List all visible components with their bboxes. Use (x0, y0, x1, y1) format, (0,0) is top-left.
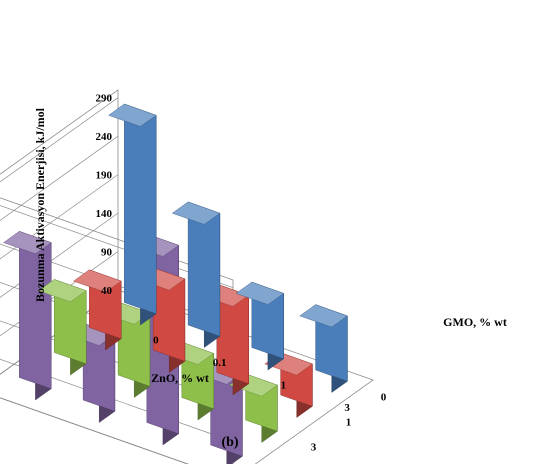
z-tick-label: 1 (345, 416, 352, 429)
bars (4, 104, 348, 464)
y-tick-label: 290 (95, 92, 112, 105)
z-tick-label: 0 (380, 391, 387, 404)
y-axis-title: Bozunma Aktivasyon Enerjisi, kJ/mol (33, 107, 47, 303)
z-axis-title: GMO, % wt (443, 315, 507, 329)
x-tick-label: 3 (344, 401, 350, 414)
x-tick-label: 1 (280, 379, 287, 392)
x-tick-label: 0.1 (212, 356, 227, 369)
z-tick-label: 3 (310, 441, 317, 454)
y-tick-label: 40 (101, 285, 112, 297)
bar-front-face (124, 104, 156, 314)
y-tick-label: 190 (95, 169, 112, 182)
figure-caption: (b) (221, 435, 239, 450)
x-tick-label: 0 (153, 334, 159, 347)
x-axis-title: ZnO, % wt (151, 371, 209, 385)
y-tick-label: 140 (95, 208, 112, 221)
y-tick-label: 90 (101, 246, 112, 259)
y-tick-label: 240 (95, 131, 112, 144)
plot-walls (0, 90, 373, 464)
